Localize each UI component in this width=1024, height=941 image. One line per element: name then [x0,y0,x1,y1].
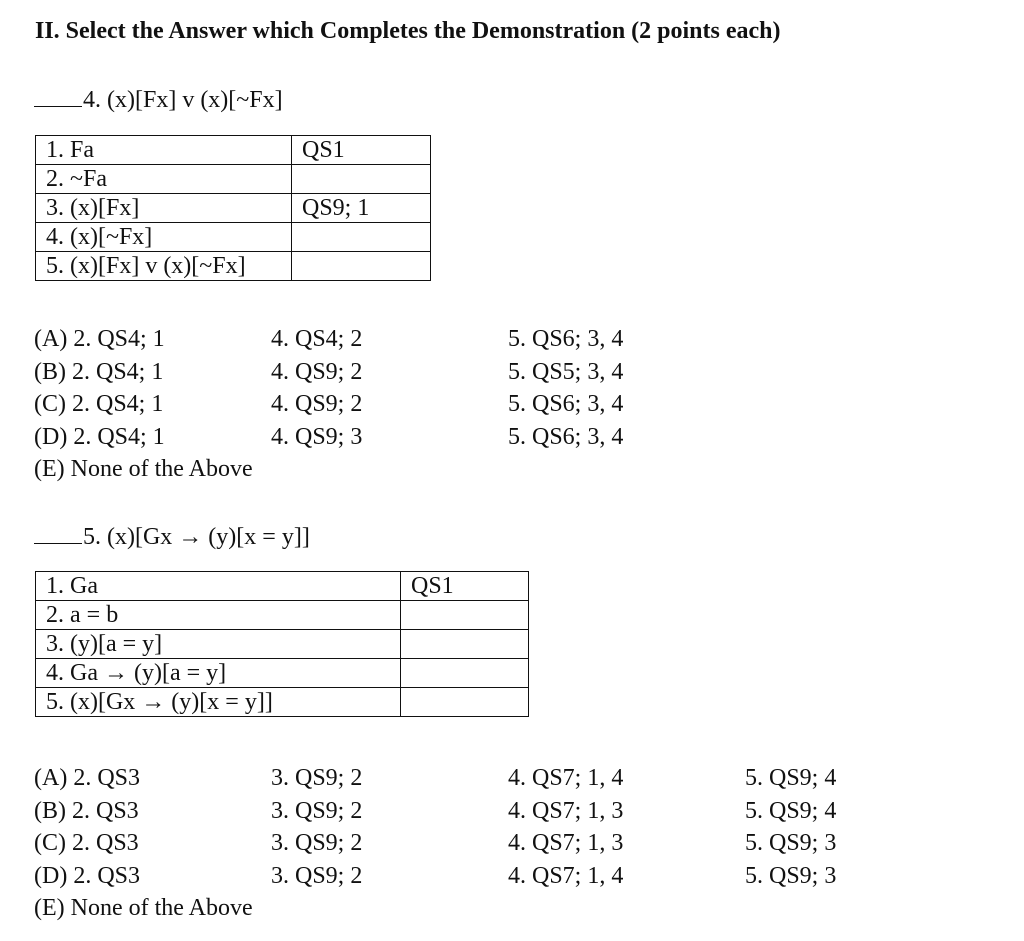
choice-cell: 3. QS9; 2 [271,830,363,856]
proof-justification [401,659,529,688]
choice-cell: (C) 2. QS4; 1 [34,391,164,417]
proof-table-5 [35,571,529,717]
proof-row [36,688,529,717]
choice-cell: 3. QS9; 2 [271,797,363,824]
choice-cell: 5. QS6; 3, 4 [508,391,624,417]
problem-5-text: 5. (x)[Gx → (y)[x = y]] [83,524,310,550]
choice-cell: 4. QS9; 3 [271,423,363,450]
proof-row [36,136,431,165]
proof-table-4 [35,135,431,281]
proof-line: 4. Ga → (y)[a = y] [36,659,401,688]
choice-cell: (B) 2. QS3 [34,797,139,824]
proof-line: 1. Ga [36,572,401,601]
proof-row [36,601,529,630]
proof-line: 3. (x)[Fx] [36,194,292,223]
choice-cell: (E) None of the Above [34,895,253,921]
proof-row [36,165,431,194]
choice-cell: 5. QS9; 3 [745,862,837,889]
choice-cell: 5. QS6; 3, 4 [508,423,624,450]
choice-cell: 5. QS9; 4 [745,765,837,791]
proof-justification [401,688,529,717]
choice-cell: 5. QS9; 3 [745,830,837,856]
proof-line: 5. (x)[Gx → (y)[x = y]] [36,688,401,717]
proof-justification: QS1 [401,572,529,601]
answer-blank[interactable] [34,523,82,544]
choice-cell: 4. QS9; 2 [271,391,363,417]
proof-row [36,572,529,601]
proof-line: 4. (x)[~Fx] [36,223,292,252]
problem-4-text: 4. (x)[Fx] v (x)[~Fx] [83,87,283,113]
choice-cell: 4. QS7; 1, 4 [508,765,624,791]
choice-cell: (D) 2. QS4; 1 [34,423,165,450]
choice-cell: (A) 2. QS3 [34,765,140,791]
proof-justification: QS1 [292,136,431,165]
choice-cell: 4. QS7; 1, 3 [508,830,624,856]
choice-cell: 5. QS5; 3, 4 [508,358,624,385]
choice-cell: (B) 2. QS4; 1 [34,358,164,385]
proof-row [36,223,431,252]
proof-row [36,659,529,688]
choice-cell: 4. QS7; 1, 3 [508,797,624,824]
proof-line: 2. ~Fa [36,165,292,194]
choice-cell: (C) 2. QS3 [34,830,139,856]
proof-justification: QS9; 1 [292,194,431,223]
answer-blank[interactable] [34,86,82,107]
choice-cell: 5. QS6; 3, 4 [508,326,624,352]
choice-cell: (D) 2. QS3 [34,862,140,889]
proof-line: 2. a = b [36,601,401,630]
proof-row [36,194,431,223]
proof-justification [292,252,431,281]
choice-cell: 3. QS9; 2 [271,765,363,791]
proof-justification [401,601,529,630]
proof-justification [292,165,431,194]
choice-cell: (E) None of the Above [34,456,253,482]
choice-cell: 4. QS4; 2 [271,326,363,352]
choice-cell: 3. QS9; 2 [271,862,363,889]
choice-cell: (A) 2. QS4; 1 [34,326,165,352]
proof-row [36,630,529,659]
problem-4-statement [34,86,283,114]
section-title: II. Select the Answer which Completes the Demonstration (2 points each) [35,18,781,44]
proof-line: 3. (y)[a = y] [36,630,401,659]
proof-justification [292,223,431,252]
proof-line: 5. (x)[Fx] v (x)[~Fx] [36,252,292,281]
choice-cell: 5. QS9; 4 [745,797,837,824]
choice-cell: 4. QS7; 1, 4 [508,862,624,889]
choice-cell: 4. QS9; 2 [271,358,363,385]
proof-line: 1. Fa [36,136,292,165]
problem-5-statement [34,523,310,551]
proof-justification [401,630,529,659]
proof-row [36,252,431,281]
